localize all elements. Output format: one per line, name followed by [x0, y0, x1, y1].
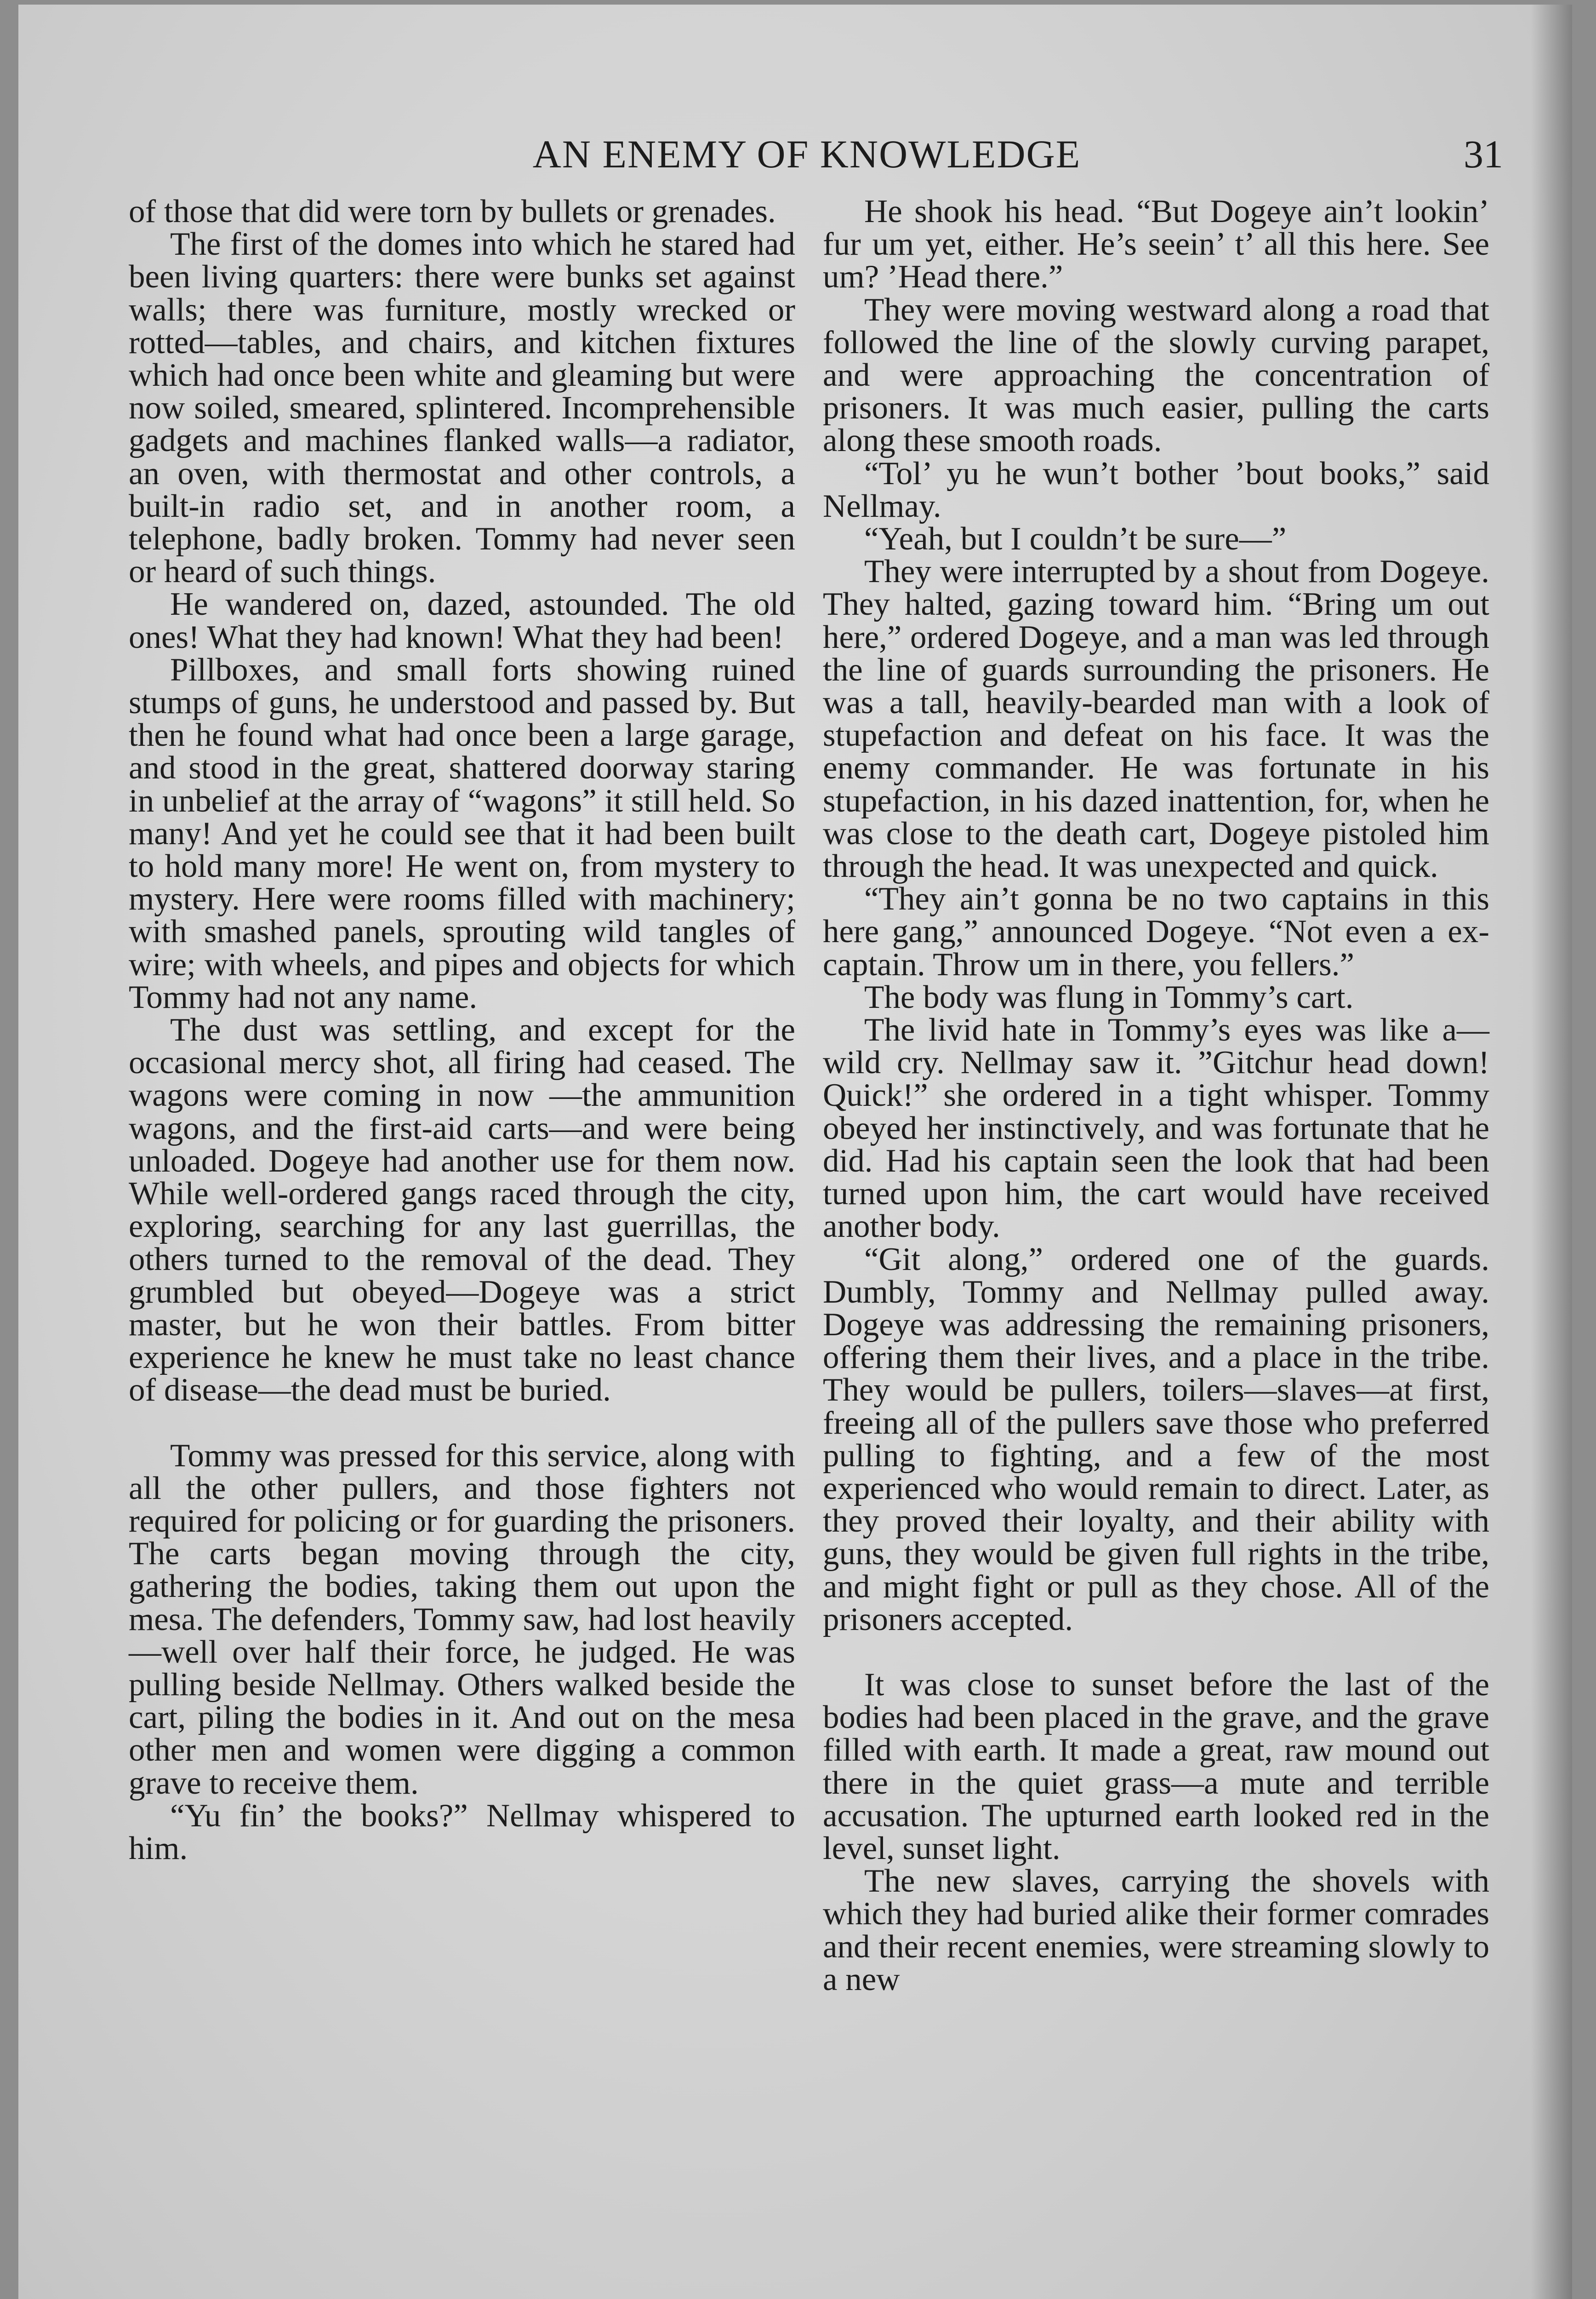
page-header	[110, 129, 1503, 179]
paragraph: He wandered on, dazed, astounded. The old ones! What they had known! What they had been!	[129, 586, 795, 655]
paragraph: The first of the domes into which he stared had been living quarters: there were bunks set against walls; there was furniture, mostly wrecked or rotted—tables, and chairs, and kitchen fixtures which had once been white and gleaming but were now soiled, smeared, splintered. Incomprehensible gadgets and machines flanked walls—a radiator, an oven, with thermostat and other controls, a built-in radio set, and in another room, a telephone, badly broken. Tommy had never seen or heard of such things.	[129, 226, 795, 590]
paragraph: “Yeah, but I couldn’t be sure—”	[864, 521, 1287, 557]
running-title: AN ENEMY OF KNOWLEDGE	[532, 132, 1081, 176]
paragraph: “Yu fin’ the books?” Nellmay whispered to him.	[129, 1797, 795, 1866]
paragraph: of those that did were torn by bullets or grenades.	[129, 194, 776, 229]
paragraph: “Git along,” ordered one of the guards. Dumbly, Tommy and Nellmay pulled away. Dogeye was addressing the remaining prisoners, offering them their lives, and a place in the tribe. They would be pullers, toilers—slaves—at first, freeing all of the pullers save those who preferred pulling to fighting, and a few of the most experienced who would remain to direct. Later, as they proved their loyalty, and their ability with guns, they would be given full rights in the tribe, and might fight or pull as they chose. All of the prisoners accepted.	[823, 1241, 1489, 1637]
paragraph: The dust was settling, and except for the occasional mercy shot, all firing had ceased. The wagons were coming in now —the ammunition wagons, and the first-aid carts—and were being unloaded. Dogeye had another use for them now. While well-ordered gangs raced through the city, exploring, searching for any last guerrillas, the others turned to the removal of the dead. They grumbled but obeyed—Dogeye was a strict master, but he won their battles. From bitter experience he knew he must take no least chance of disease—the dead must be buried.	[129, 1012, 795, 1408]
paragraph: The new slaves, carrying the shovels with which they had buried alike their former comrades and their recent enemies, were streaming slowly to a new	[823, 1863, 1489, 1997]
left-column	[129, 195, 795, 1865]
paragraph: “They ain’t gonna be no two captains in this here gang,” announced Dogeye. “Not even a ex-captain. Throw um in there, you fellers.”	[823, 881, 1489, 983]
paragraph: They were moving westward along a road that followed the line of the slowly curving parapet, and were approaching the concentration of prisoners. It was much easier, pulling the carts along these smooth roads.	[823, 292, 1489, 459]
book-page	[18, 5, 1572, 2299]
paragraph: Pillboxes, and small forts showing ruined stumps of guns, he understood and passed by. But then he found what had once been a large garage, and stood in the great, shattered doorway staring in unbelief at the array of “wagons” it still held. So many! And yet he could see that it had been built to hold many more! He went on, from mystery to mystery. Here were rooms filled with machinery; with smashed panels, sprouting wild tangles of wire; with wheels, and pipes and objects for which Tommy had not any name.	[129, 652, 795, 1015]
right-column	[823, 195, 1489, 1996]
paragraph: “Tol’ yu he wun’t bother ’bout books,” said Nellmay.	[823, 455, 1489, 524]
paragraph: He shook his head. “But Dogeye ain’t lookin’ fur um yet, either. He’s seein’ t’ all this here. See um? ’Head there.”	[823, 194, 1489, 295]
paragraph: Tommy was pressed for this service, along with all the other pullers, and those fighters not required for policing or for guarding the prisoners. The carts began moving through the city, gathering the bodies, taking them out upon the mesa. The defenders, Tommy saw, had lost heavily—well over half their force, he judged. He was pulling beside Nellmay. Others walked beside the cart, piling the bodies in it. And out on the mesa other men and women were digging a common grave to receive them.	[129, 1437, 795, 1801]
page-edge-shadow	[1531, 5, 1572, 2299]
page-number: 31	[1464, 132, 1503, 176]
paragraph: The livid hate in Tommy’s eyes was like a—wild cry. Nellmay saw it. ”Gitchur head down! Quick!” she ordered in a tight whisper. Tommy obeyed her instinctively, and was fortunate that he did. Had his captain seen the look that had been turned upon him, the cart would have received another body.	[823, 1012, 1489, 1245]
paragraph: The body was flung in Tommy’s cart.	[864, 979, 1354, 1015]
paragraph: It was close to sunset before the last of the bodies had been placed in the grave, and the grave filled with earth. It made a great, raw mound out there in the quiet grass—a mute and terrible accusation. The upturned earth looked red in the level, sunset light.	[823, 1666, 1489, 1866]
paragraph: They were interrupted by a shout from Dogeye. They halted, gazing toward him. “Bring um out here,” ordered Dogeye, and a man was led through the line of guards surrounding the prisoners. He was a tall, heavily-bearded man with a look of stupefaction and defeat on his face. It was the enemy commander. He was fortunate in his stupefaction, in his dazed inattention, for, when he was close to the death cart, Dogeye pistoled him through the head. It was unexpected and quick.	[823, 554, 1489, 885]
